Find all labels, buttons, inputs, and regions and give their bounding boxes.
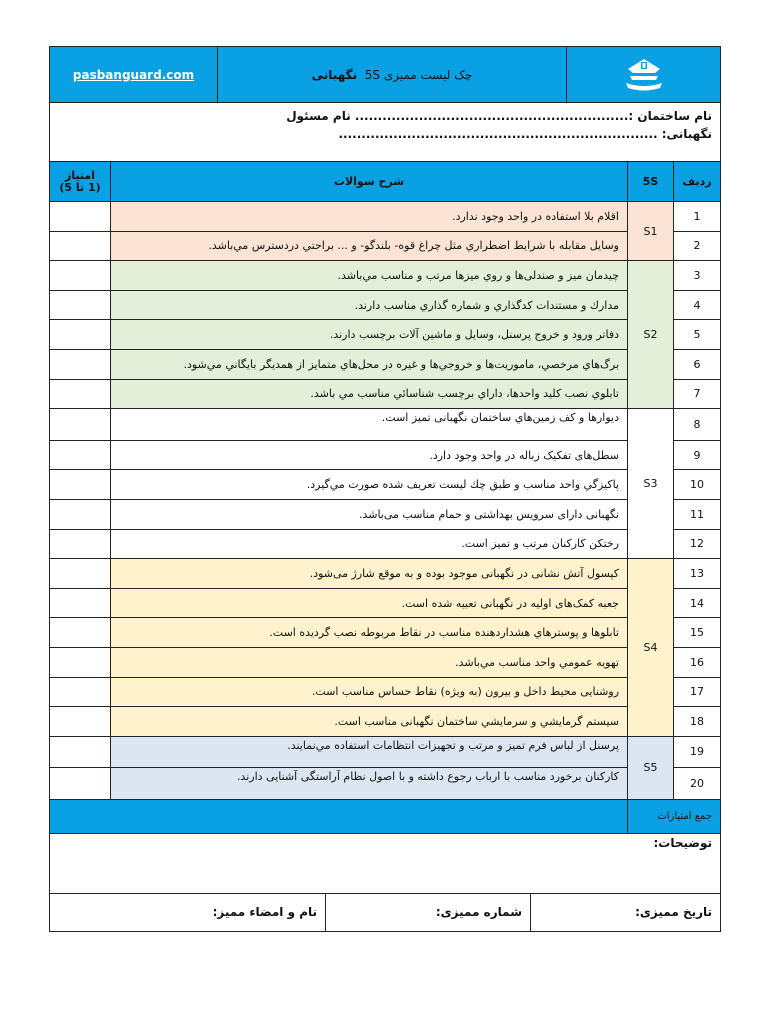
question-text: چيدمان ميز و صندلی‌ها و روي ميزها مرتب و مناسب مي‌باشد. bbox=[111, 261, 628, 291]
table-row bbox=[50, 529, 721, 559]
checklist-sheet bbox=[49, 46, 720, 932]
row-number: 6 bbox=[674, 349, 721, 379]
table-row bbox=[50, 768, 721, 800]
score-cell[interactable] bbox=[50, 647, 111, 677]
title-prefix: چک لیست ممیزی bbox=[383, 67, 473, 82]
total-score-cell[interactable] bbox=[50, 799, 628, 833]
row-number: 18 bbox=[674, 707, 721, 737]
question-text: مدارك و مستندات كدگذاري و شماره گذاري مناسب دارند. bbox=[111, 290, 628, 320]
score-cell[interactable] bbox=[50, 707, 111, 737]
building-name-field[interactable]: نام ساختمان :............................................................ نام مسئول bbox=[286, 109, 713, 123]
question-text: تابلوي نصب كليد واحدها، داراي برچسب شناسائي مناسب مي باشد. bbox=[111, 379, 628, 409]
question-text: پرسنل از لباس فرم تميز و مرتب و تجهيزات انتظامات استفاده مي‌نمايند. bbox=[111, 736, 628, 768]
notes-row bbox=[50, 833, 721, 893]
table-row bbox=[50, 379, 721, 409]
ss-header: 5S bbox=[628, 162, 674, 202]
table-row bbox=[50, 499, 721, 529]
table-row bbox=[50, 409, 721, 441]
total-row bbox=[50, 799, 721, 833]
row-number: 10 bbox=[674, 470, 721, 500]
question-text: جعبه كمک‌های اوليه در نگهبانی تعبیه شده است. bbox=[111, 588, 628, 618]
question-text: كپسول آتش نشانی در نگهبانی موجود بوده و به موقع شارژ می‌شود. bbox=[111, 559, 628, 589]
row-number: 4 bbox=[674, 290, 721, 320]
notes-label: توضیحات: bbox=[653, 835, 713, 850]
auditor-signature-field[interactable]: نام و امضاء ممیز: bbox=[212, 905, 318, 920]
score-cell[interactable] bbox=[50, 618, 111, 648]
table-row bbox=[50, 588, 721, 618]
table-row bbox=[50, 320, 721, 350]
row-number: 15 bbox=[674, 618, 721, 648]
question-text: تابلوها و پوسترهاي هشداردهنده مناسب در نقاط مربوطه نصب گرديده است. bbox=[111, 618, 628, 648]
info-row bbox=[50, 103, 721, 162]
row-number: 19 bbox=[674, 736, 721, 768]
table-row bbox=[50, 559, 721, 589]
question-text: تهويه عمومي واحد مناسب مي‌باشد. bbox=[111, 647, 628, 677]
audit-date-field[interactable]: تاریخ ممیزی: bbox=[530, 894, 720, 931]
title-5s: 5S bbox=[364, 67, 380, 82]
score-cell[interactable] bbox=[50, 379, 111, 409]
question-text: سطل‌های تفکیک زباله در واحد وجود دارد. bbox=[111, 440, 628, 470]
score-cell[interactable] bbox=[50, 470, 111, 500]
table-row bbox=[50, 231, 721, 261]
question-text: سيستم گرمايشي و سرمايشي ساختمان نگهبانی مناسب است. bbox=[111, 707, 628, 737]
question-text: وسایل مقابله با شرایط اضطراري مثل چراغ قوه- بلندگو- و ... براحتي دردسترس مي‌باشد. bbox=[111, 231, 628, 261]
score-cell[interactable] bbox=[50, 736, 111, 768]
table-row bbox=[50, 707, 721, 737]
signature-row bbox=[50, 893, 721, 931]
column-header-row bbox=[50, 162, 721, 202]
row-number: 2 bbox=[674, 231, 721, 261]
guard-logo-icon bbox=[622, 55, 666, 95]
score-cell[interactable] bbox=[50, 588, 111, 618]
question-text: ديوارها و كف زمين‌هاي ساختمان نگهبانی تميز است. bbox=[111, 409, 628, 441]
question-text: پاكيزگي واحد مناسب و طبق چك ليست تعريف شده صورت مي‌گيرد. bbox=[111, 470, 628, 500]
score-cell[interactable] bbox=[50, 202, 111, 232]
score-cell[interactable] bbox=[50, 290, 111, 320]
site-link[interactable]: pasbanguard.com bbox=[72, 67, 195, 82]
table-row bbox=[50, 261, 721, 291]
table-row bbox=[50, 677, 721, 707]
row-number: 7 bbox=[674, 379, 721, 409]
desc-header: شرح سوالات bbox=[111, 162, 628, 202]
score-cell[interactable] bbox=[50, 499, 111, 529]
question-text: برگ‌هاي مرخصي، ماموريت‌ها و خروجي‌ها و غيره در محل‌هاي متمايز از همديگر بايگاني مي‌شود. bbox=[111, 349, 628, 379]
guard-field[interactable]: نگهبانی: ...................................................................... bbox=[338, 127, 713, 141]
score-cell[interactable] bbox=[50, 768, 111, 800]
table-row bbox=[50, 736, 721, 768]
row-number: 14 bbox=[674, 588, 721, 618]
table-row bbox=[50, 290, 721, 320]
logo-cell bbox=[567, 47, 720, 102]
question-text: کارکنان برخورد مناسب با ارباب رجوع داشته و با اصول نظام آراستگی آشنایی دارند. bbox=[111, 768, 628, 800]
score-cell[interactable] bbox=[50, 677, 111, 707]
ss-group-label: S5 bbox=[628, 736, 674, 799]
score-cell[interactable] bbox=[50, 409, 111, 441]
ss-group-label: S1 bbox=[628, 202, 674, 261]
audit-number-field[interactable]: شماره ممیزی: bbox=[325, 894, 530, 931]
row-number: 5 bbox=[674, 320, 721, 350]
title-cell bbox=[218, 47, 567, 102]
score-cell[interactable] bbox=[50, 529, 111, 559]
score-cell[interactable] bbox=[50, 320, 111, 350]
notes-field[interactable] bbox=[50, 833, 721, 893]
ss-group-label: S4 bbox=[628, 559, 674, 737]
score-cell[interactable] bbox=[50, 231, 111, 261]
score-header: امتیاز (1 تا 5) bbox=[50, 162, 111, 202]
total-label: جمع امتیازات bbox=[628, 799, 721, 833]
row-number: 9 bbox=[674, 440, 721, 470]
site-cell bbox=[50, 47, 218, 102]
row-number: 8 bbox=[674, 409, 721, 441]
row-number: 12 bbox=[674, 529, 721, 559]
ss-group-label: S2 bbox=[628, 261, 674, 409]
header-row bbox=[50, 47, 721, 103]
score-cell[interactable] bbox=[50, 349, 111, 379]
row-number: 11 bbox=[674, 499, 721, 529]
row-number: 16 bbox=[674, 647, 721, 677]
row-number: 3 bbox=[674, 261, 721, 291]
table-row bbox=[50, 647, 721, 677]
question-text: رختکن کارکنان مرتب و تمیز است. bbox=[111, 529, 628, 559]
score-cell[interactable] bbox=[50, 261, 111, 291]
question-text: روشنایی محیط داخل و بیرون (به ويژه) نقاط حساس مناسب است. bbox=[111, 677, 628, 707]
row-header: ردیف bbox=[674, 162, 721, 202]
row-number: 17 bbox=[674, 677, 721, 707]
table-row bbox=[50, 202, 721, 232]
ss-group-label: S3 bbox=[628, 409, 674, 559]
row-number: 1 bbox=[674, 202, 721, 232]
table-row bbox=[50, 470, 721, 500]
question-text: دفاتر ورود و خروج پرسنل، وسايل و ماشين آلات برچسب دارند. bbox=[111, 320, 628, 350]
question-text: نگهبانی دارای سرویس بهداشتی و حمام مناسب می‌باشد. bbox=[111, 499, 628, 529]
row-number: 20 bbox=[674, 768, 721, 800]
checklist-table bbox=[49, 46, 721, 932]
score-cell[interactable] bbox=[50, 559, 111, 589]
table-row bbox=[50, 349, 721, 379]
score-cell[interactable] bbox=[50, 440, 111, 470]
table-row bbox=[50, 440, 721, 470]
row-number: 13 bbox=[674, 559, 721, 589]
question-text: اقلام بلا استفاده در واحد وجود ندارد. bbox=[111, 202, 628, 232]
title-bold: نگهبانی bbox=[311, 67, 358, 82]
table-row bbox=[50, 618, 721, 648]
